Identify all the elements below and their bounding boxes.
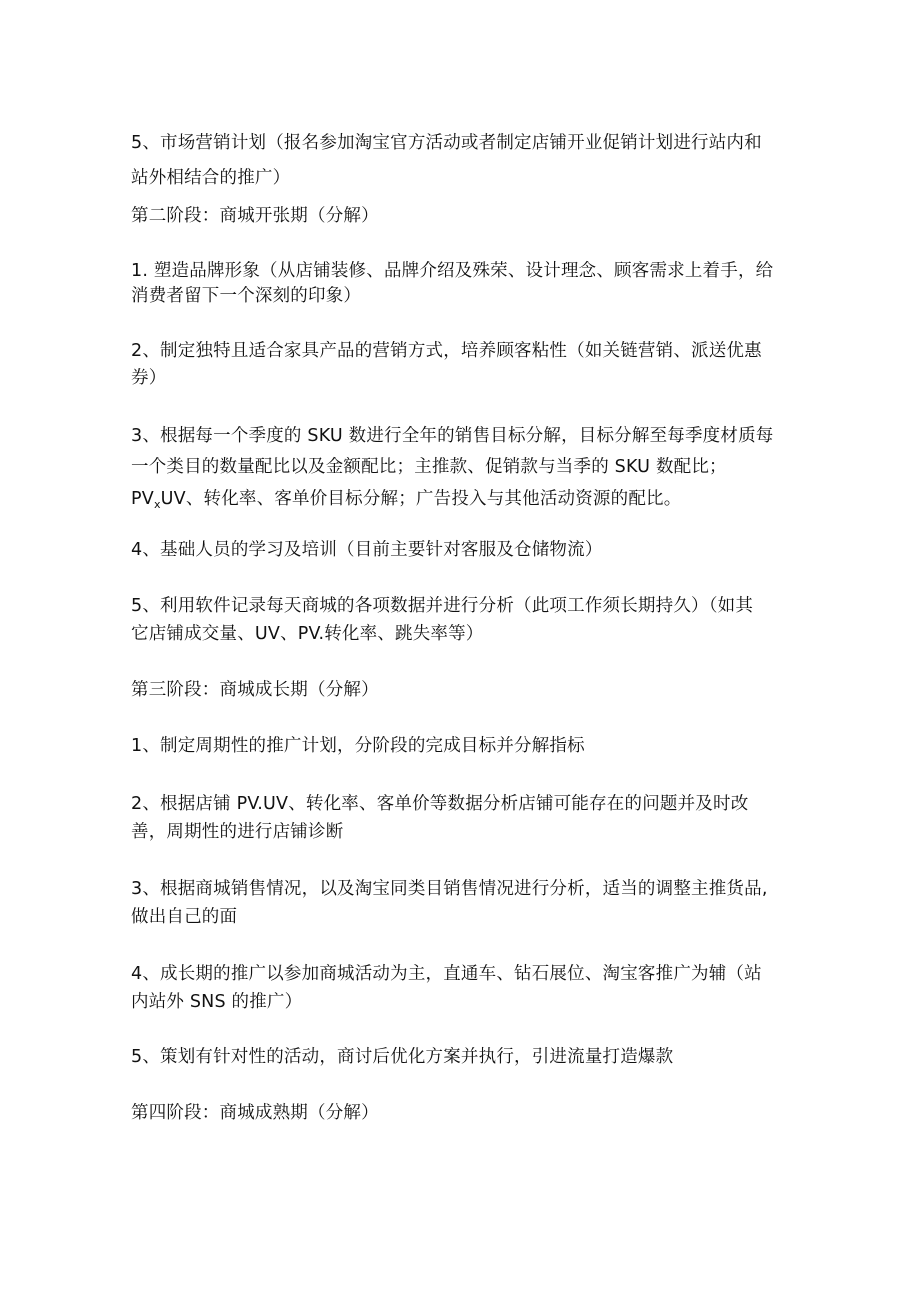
text-line: 5、利用软件记录每天商城的各项数据并进行分析（此项工作须长期持久）（如其: [131, 596, 754, 616]
text-line: [131, 487, 801, 517]
text-line: 券）: [131, 368, 167, 388]
text-line: 内站外 SNS 的推广）: [131, 992, 303, 1012]
text-line: 3、根据每一个季度的 SKU 数进行全年的销售目标分解，目标分解至每季度材质每: [131, 426, 774, 446]
text-line: 5、策划有针对性的活动，商讨后优化方案并执行，引进流量打造爆款: [131, 1047, 674, 1067]
text-line: 3、根据商城销售情况，以及淘宝同类目销售情况进行分析，适当的调整主推货品,: [131, 879, 768, 899]
text-line: 2、根据店铺 PV.UV、转化率、客单价等数据分析店铺可能存在的问题并及时改: [131, 794, 749, 814]
section-heading: 第二阶段：商城开张期（分解）: [131, 206, 379, 226]
text-line: 2、制定独特且适合家具产品的营销方式，培养顾客粘性（如关链营销、派送优惠: [131, 341, 762, 361]
text-line: 消费者留下一个深刻的印象）: [131, 286, 362, 306]
text-line: 它店铺成交量、UV、PV.转化率、跳失率等）: [131, 624, 484, 644]
pv-prefix: PV: [131, 489, 154, 509]
text-line: 1、制定周期性的推广计划，分阶段的完成目标并分解指标: [131, 736, 585, 756]
text-line: 一个类目的数量配比以及金额配比；主推款、促销款与当季的 SKU 数配比；: [131, 457, 727, 477]
text-line-rest: UV、转化率、客单价目标分解；广告投入与其他活动资源的配比。: [160, 489, 682, 509]
text-line: 5、市场营销计划（报名参加淘宝官方活动或者制定店铺开业促销计划进行站内和: [131, 133, 762, 153]
pv-subscript: x: [153, 498, 161, 511]
text-line: 做出自己的面: [131, 907, 238, 927]
text-line: 站外相结合的推广）: [131, 168, 291, 188]
section-heading: 第四阶段：商城成熟期（分解）: [131, 1103, 379, 1123]
text-line: 1. 塑造品牌形象（从店铺装修、品牌介绍及殊荣、设计理念、顾客需求上着手，给: [131, 261, 774, 281]
text-line: 善，周期性的进行店铺诊断: [131, 822, 344, 842]
text-line: 4、基础人员的学习及培训（目前主要针对客服及仓储物流）: [131, 540, 603, 560]
section-heading: 第三阶段：商城成长期（分解）: [131, 680, 379, 700]
text-line: 4、成长期的推广以参加商城活动为主，直通车、钻石展位、淘宝客推广为辅（站: [131, 964, 762, 984]
